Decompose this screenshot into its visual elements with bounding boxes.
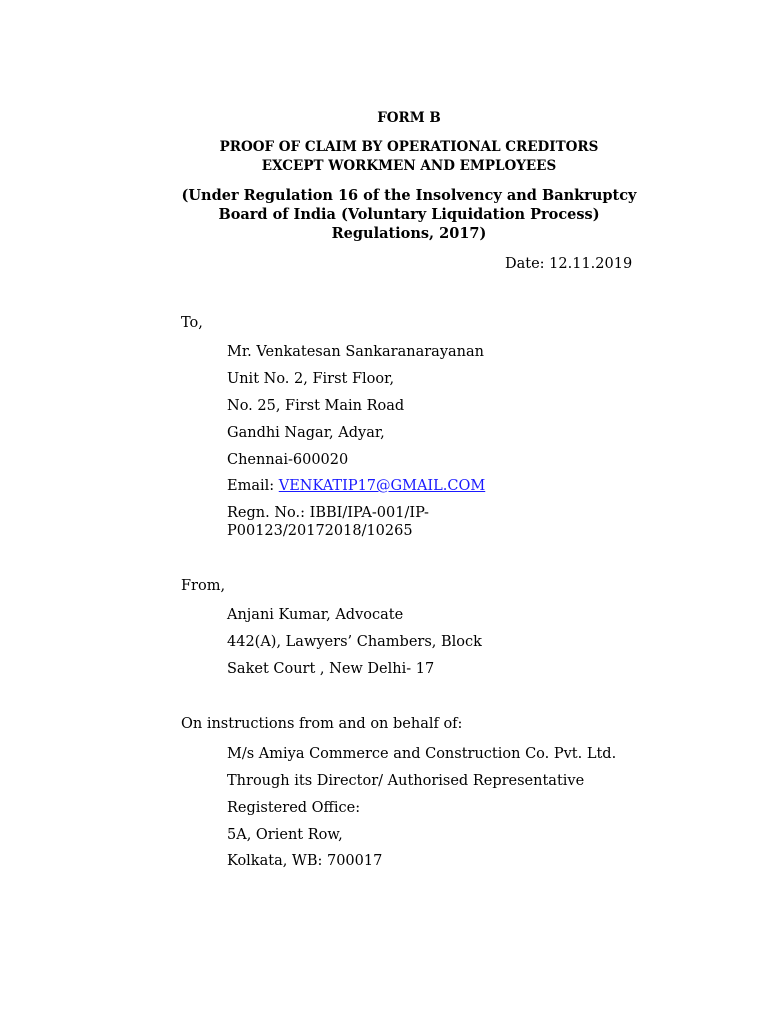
regulation-line2: Board of India (Voluntary Liquidation Process)	[218, 206, 600, 223]
company-address-line1: 5A, Orient Row,	[227, 827, 343, 843]
form-subtitle-line2: EXCEPT WORKMEN AND EMPLOYEES	[261, 158, 557, 174]
behalf-label: On instructions from and on behalf of:	[181, 716, 463, 732]
to-label: To,	[181, 315, 203, 331]
email-label: Email:	[227, 478, 279, 494]
regulation-line3: Regulations, 2017)	[331, 225, 487, 242]
from-label: From,	[181, 578, 226, 594]
recipient-address-line1: Unit No. 2, First Floor,	[227, 371, 395, 387]
sender-address-line1: 442(A), Lawyers’ Chambers, Block	[227, 634, 482, 650]
form-subtitle	[0, 138, 768, 176]
recipient-address-line3: Gandhi Nagar, Adyar,	[227, 425, 385, 441]
form-title: FORM B	[377, 110, 441, 126]
sender-address-line2: Saket Court , New Delhi- 17	[227, 661, 435, 677]
company-representative: Through its Director/ Authorised Representative	[227, 773, 585, 789]
registration-line2: P00123/20172018/10265	[227, 523, 413, 539]
document-date: Date: 12.11.2019	[505, 256, 633, 272]
form-subtitle-line1: PROOF OF CLAIM BY OPERATIONAL CREDITORS	[219, 139, 599, 155]
email-link[interactable]: VENKATIP17@GMAIL.COM	[278, 478, 486, 494]
registration-line1: Regn. No.: IBBI/IPA-001/IP-	[227, 505, 429, 521]
sender-name: Anjani Kumar, Advocate	[227, 607, 404, 623]
recipient-email	[227, 477, 485, 495]
recipient-address-line2: No. 25, First Main Road	[227, 398, 405, 414]
company-address-line2: Kolkata, WB: 700017	[227, 853, 383, 869]
recipient-address-line4: Chennai-600020	[227, 452, 349, 468]
regulation-reference	[0, 186, 768, 243]
regulation-line1: (Under Regulation 16 of the Insolvency and Bankruptcy	[181, 187, 637, 204]
recipient-name: Mr. Venkatesan Sankaranarayanan	[227, 344, 484, 360]
registered-office-label: Registered Office:	[227, 800, 361, 816]
registration-number	[227, 504, 429, 540]
company-name: M/s Amiya Commerce and Construction Co. Pvt. Ltd.	[227, 746, 617, 762]
